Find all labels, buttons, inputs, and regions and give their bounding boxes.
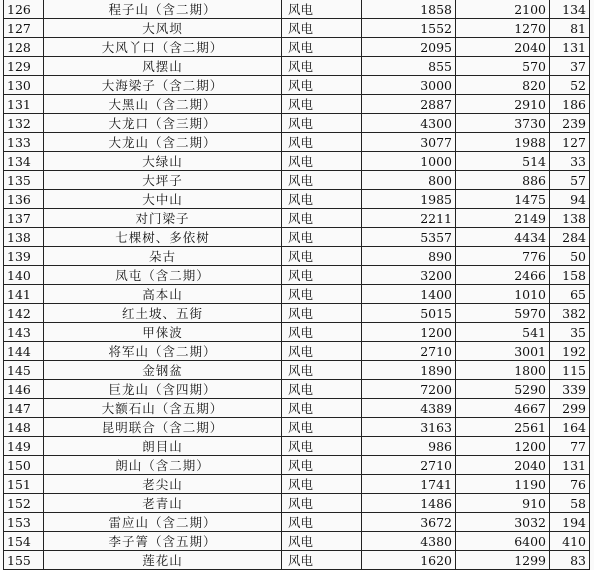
table-row: [4, 266, 590, 285]
type-cell: 风电: [282, 304, 362, 323]
value-2-cell: 1800: [456, 361, 550, 380]
row-number-cell: 131: [4, 95, 44, 114]
value-3-cell: 158: [550, 266, 590, 285]
type-cell: 风电: [282, 323, 362, 342]
table-row: [4, 551, 590, 570]
value-3-cell: 33: [550, 152, 590, 171]
table-row: [4, 285, 590, 304]
table-row: [4, 57, 590, 76]
value-2-cell: 1988: [456, 133, 550, 152]
value-1-cell: 1486: [362, 494, 456, 513]
value-3-cell: 186: [550, 95, 590, 114]
table-body: [4, 0, 590, 570]
type-cell: 风电: [282, 19, 362, 38]
table-row: [4, 399, 590, 418]
project-name-cell: 将军山（含二期）: [44, 342, 282, 361]
value-2-cell: 3001: [456, 342, 550, 361]
value-1-cell: 3672: [362, 513, 456, 532]
value-3-cell: 339: [550, 380, 590, 399]
value-2-cell: 3730: [456, 114, 550, 133]
type-cell: 风电: [282, 285, 362, 304]
row-number-cell: 153: [4, 513, 44, 532]
value-2-cell: 1475: [456, 190, 550, 209]
table-row: [4, 418, 590, 437]
value-3-cell: 65: [550, 285, 590, 304]
type-cell: 风电: [282, 228, 362, 247]
data-table: [3, 0, 590, 570]
row-number-cell: 132: [4, 114, 44, 133]
project-name-cell: 风摆山: [44, 57, 282, 76]
table-row: [4, 228, 590, 247]
type-cell: 风电: [282, 494, 362, 513]
row-number-cell: 150: [4, 456, 44, 475]
project-name-cell: 雷应山（含二期）: [44, 513, 282, 532]
type-cell: 风电: [282, 247, 362, 266]
table-row: [4, 494, 590, 513]
table-row: [4, 437, 590, 456]
row-number-cell: 129: [4, 57, 44, 76]
project-name-cell: 红土坡、五街: [44, 304, 282, 323]
project-name-cell: 大风坝: [44, 19, 282, 38]
row-number-cell: 128: [4, 38, 44, 57]
value-2-cell: 5970: [456, 304, 550, 323]
row-number-cell: 155: [4, 551, 44, 570]
table-row: [4, 152, 590, 171]
row-number-cell: 152: [4, 494, 44, 513]
type-cell: 风电: [282, 475, 362, 494]
row-number-cell: 133: [4, 133, 44, 152]
value-1-cell: 2887: [362, 95, 456, 114]
value-2-cell: 820: [456, 76, 550, 95]
value-3-cell: 58: [550, 494, 590, 513]
row-number-cell: 139: [4, 247, 44, 266]
type-cell: 风电: [282, 437, 362, 456]
value-2-cell: 2100: [456, 0, 550, 19]
value-1-cell: 3163: [362, 418, 456, 437]
project-name-cell: 老青山: [44, 494, 282, 513]
type-cell: 风电: [282, 418, 362, 437]
project-name-cell: 大坪子: [44, 171, 282, 190]
project-name-cell: 金钢盆: [44, 361, 282, 380]
row-number-cell: 137: [4, 209, 44, 228]
value-3-cell: 192: [550, 342, 590, 361]
value-2-cell: 514: [456, 152, 550, 171]
row-number-cell: 145: [4, 361, 44, 380]
row-number-cell: 126: [4, 0, 44, 19]
value-1-cell: 2095: [362, 38, 456, 57]
value-2-cell: 2466: [456, 266, 550, 285]
project-name-cell: 高本山: [44, 285, 282, 304]
table-row: [4, 513, 590, 532]
table-row: [4, 19, 590, 38]
value-3-cell: 76: [550, 475, 590, 494]
project-name-cell: 对门梁子: [44, 209, 282, 228]
row-number-cell: 135: [4, 171, 44, 190]
value-3-cell: 127: [550, 133, 590, 152]
value-3-cell: 299: [550, 399, 590, 418]
project-name-cell: 大额石山（含五期）: [44, 399, 282, 418]
value-1-cell: 7200: [362, 380, 456, 399]
row-number-cell: 136: [4, 190, 44, 209]
project-name-cell: 朗山（含二期）: [44, 456, 282, 475]
project-name-cell: 大绿山: [44, 152, 282, 171]
value-2-cell: 1010: [456, 285, 550, 304]
type-cell: 风电: [282, 456, 362, 475]
value-3-cell: 77: [550, 437, 590, 456]
type-cell: 风电: [282, 57, 362, 76]
table-row: [4, 38, 590, 57]
value-1-cell: 1620: [362, 551, 456, 570]
value-2-cell: 570: [456, 57, 550, 76]
table-row: [4, 0, 590, 19]
row-number-cell: 144: [4, 342, 44, 361]
value-3-cell: 115: [550, 361, 590, 380]
project-name-cell: 大龙山（含二期）: [44, 133, 282, 152]
row-number-cell: 142: [4, 304, 44, 323]
value-1-cell: 800: [362, 171, 456, 190]
value-3-cell: 50: [550, 247, 590, 266]
value-3-cell: 131: [550, 38, 590, 57]
value-1-cell: 4380: [362, 532, 456, 551]
project-name-cell: 巨龙山（含四期）: [44, 380, 282, 399]
project-name-cell: 大中山: [44, 190, 282, 209]
value-1-cell: 4300: [362, 114, 456, 133]
value-3-cell: 35: [550, 323, 590, 342]
type-cell: 风电: [282, 532, 362, 551]
table-row: [4, 95, 590, 114]
type-cell: 风电: [282, 513, 362, 532]
value-3-cell: 194: [550, 513, 590, 532]
type-cell: 风电: [282, 114, 362, 133]
table-row: [4, 190, 590, 209]
type-cell: 风电: [282, 342, 362, 361]
value-2-cell: 1200: [456, 437, 550, 456]
type-cell: 风电: [282, 361, 362, 380]
value-1-cell: 3077: [362, 133, 456, 152]
value-1-cell: 1741: [362, 475, 456, 494]
value-3-cell: 131: [550, 456, 590, 475]
value-3-cell: 382: [550, 304, 590, 323]
project-name-cell: 莲花山: [44, 551, 282, 570]
table-row: [4, 304, 590, 323]
value-1-cell: 1890: [362, 361, 456, 380]
value-3-cell: 37: [550, 57, 590, 76]
value-1-cell: 855: [362, 57, 456, 76]
row-number-cell: 149: [4, 437, 44, 456]
value-1-cell: 2710: [362, 456, 456, 475]
row-number-cell: 151: [4, 475, 44, 494]
value-3-cell: 81: [550, 19, 590, 38]
row-number-cell: 146: [4, 380, 44, 399]
project-name-cell: 大海梁子（含二期）: [44, 76, 282, 95]
value-1-cell: 986: [362, 437, 456, 456]
value-1-cell: 890: [362, 247, 456, 266]
table-row: [4, 323, 590, 342]
value-2-cell: 3032: [456, 513, 550, 532]
type-cell: 风电: [282, 190, 362, 209]
type-cell: 风电: [282, 171, 362, 190]
row-number-cell: 130: [4, 76, 44, 95]
project-name-cell: 老尖山: [44, 475, 282, 494]
row-number-cell: 148: [4, 418, 44, 437]
value-3-cell: 239: [550, 114, 590, 133]
project-name-cell: 朵古: [44, 247, 282, 266]
value-3-cell: 83: [550, 551, 590, 570]
type-cell: 风电: [282, 152, 362, 171]
table-row: [4, 114, 590, 133]
table-row: [4, 171, 590, 190]
table-row: [4, 342, 590, 361]
row-number-cell: 147: [4, 399, 44, 418]
project-name-cell: 甲俫波: [44, 323, 282, 342]
project-name-cell: 程子山（含二期）: [44, 0, 282, 19]
value-1-cell: 2710: [362, 342, 456, 361]
table-row: [4, 76, 590, 95]
row-number-cell: 141: [4, 285, 44, 304]
table-row: [4, 133, 590, 152]
value-2-cell: 2040: [456, 38, 550, 57]
value-1-cell: 1400: [362, 285, 456, 304]
value-3-cell: 57: [550, 171, 590, 190]
value-1-cell: 5015: [362, 304, 456, 323]
value-2-cell: 1190: [456, 475, 550, 494]
type-cell: 风电: [282, 209, 362, 228]
value-2-cell: 886: [456, 171, 550, 190]
value-1-cell: 1000: [362, 152, 456, 171]
row-number-cell: 143: [4, 323, 44, 342]
value-3-cell: 134: [550, 0, 590, 19]
value-1-cell: 4389: [362, 399, 456, 418]
row-number-cell: 138: [4, 228, 44, 247]
type-cell: 风电: [282, 38, 362, 57]
value-2-cell: 541: [456, 323, 550, 342]
value-1-cell: 1858: [362, 0, 456, 19]
value-1-cell: 1200: [362, 323, 456, 342]
value-1-cell: 5357: [362, 228, 456, 247]
project-name-cell: 朗目山: [44, 437, 282, 456]
project-name-cell: 大黑山（含二期）: [44, 95, 282, 114]
value-1-cell: 1985: [362, 190, 456, 209]
table-row: [4, 247, 590, 266]
row-number-cell: 140: [4, 266, 44, 285]
value-2-cell: 910: [456, 494, 550, 513]
value-2-cell: 5290: [456, 380, 550, 399]
project-name-cell: 李子箐（含五期）: [44, 532, 282, 551]
type-cell: 风电: [282, 95, 362, 114]
table-row: [4, 361, 590, 380]
value-1-cell: 3200: [362, 266, 456, 285]
value-2-cell: 6400: [456, 532, 550, 551]
value-1-cell: 3000: [362, 76, 456, 95]
value-3-cell: 138: [550, 209, 590, 228]
value-3-cell: 52: [550, 76, 590, 95]
value-2-cell: 2040: [456, 456, 550, 475]
project-name-cell: 大风丫口（含二期）: [44, 38, 282, 57]
value-3-cell: 94: [550, 190, 590, 209]
value-2-cell: 1270: [456, 19, 550, 38]
type-cell: 风电: [282, 266, 362, 285]
table-row: [4, 532, 590, 551]
project-name-cell: 大龙口（含三期）: [44, 114, 282, 133]
table-row: [4, 456, 590, 475]
value-3-cell: 164: [550, 418, 590, 437]
value-2-cell: 2910: [456, 95, 550, 114]
row-number-cell: 134: [4, 152, 44, 171]
type-cell: 风电: [282, 76, 362, 95]
row-number-cell: 127: [4, 19, 44, 38]
type-cell: 风电: [282, 551, 362, 570]
value-2-cell: 4434: [456, 228, 550, 247]
value-1-cell: 2211: [362, 209, 456, 228]
table-row: [4, 380, 590, 399]
table-row: [4, 475, 590, 494]
value-2-cell: 2149: [456, 209, 550, 228]
type-cell: 风电: [282, 133, 362, 152]
project-name-cell: 昆明联合（含二期）: [44, 418, 282, 437]
value-1-cell: 1552: [362, 19, 456, 38]
table-row: [4, 209, 590, 228]
value-2-cell: 2561: [456, 418, 550, 437]
row-number-cell: 154: [4, 532, 44, 551]
type-cell: 风电: [282, 0, 362, 19]
type-cell: 风电: [282, 380, 362, 399]
project-name-cell: 凤屯（含二期）: [44, 266, 282, 285]
value-3-cell: 410: [550, 532, 590, 551]
value-3-cell: 284: [550, 228, 590, 247]
project-name-cell: 七棵树、多依树: [44, 228, 282, 247]
type-cell: 风电: [282, 399, 362, 418]
value-2-cell: 4667: [456, 399, 550, 418]
value-2-cell: 776: [456, 247, 550, 266]
value-2-cell: 1299: [456, 551, 550, 570]
